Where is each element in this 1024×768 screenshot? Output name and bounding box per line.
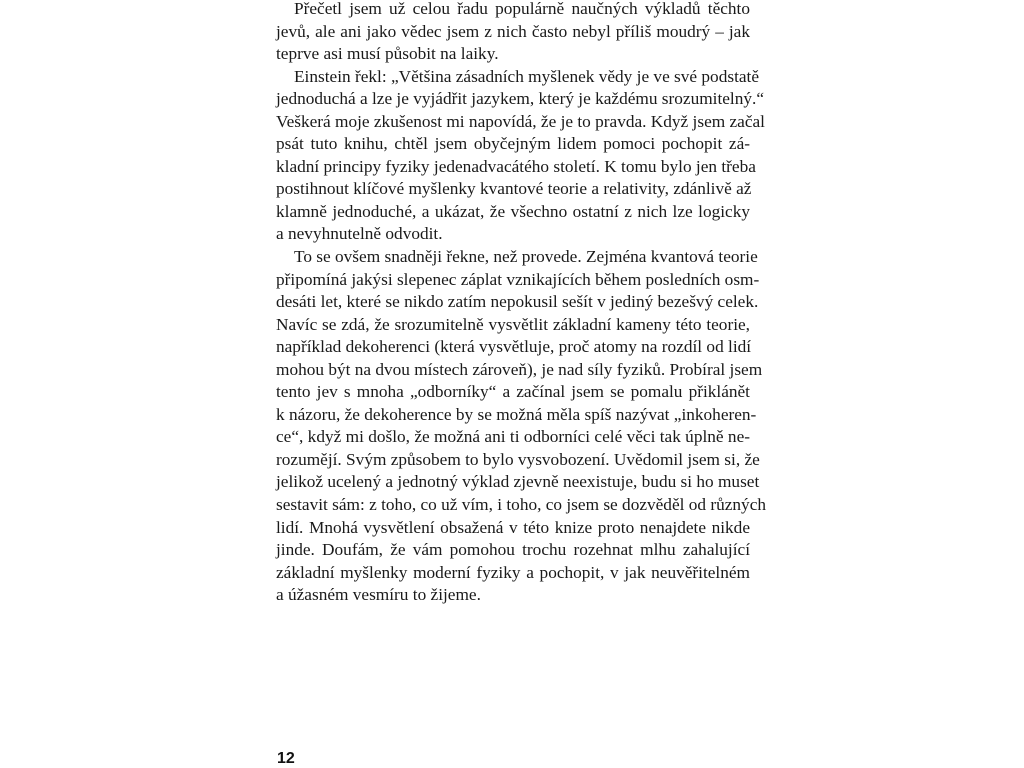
page-number: 12 (277, 750, 295, 767)
text-line: Einstein řekl: „Většina zásadních myšlenek vědy je ve své podstatě (294, 66, 760, 86)
text-line: připomíná jakýsi slepenec záplat vznikajících během posledních osm- (276, 269, 760, 289)
text-line: Navíc se zdá, že srozumitelně vysvětlit základní kameny této teorie, (276, 314, 750, 334)
text-line: kladní principy fyziky jedenadvacátého století. K tomu bylo jen třeba (276, 156, 756, 176)
text-line: a nevyhnutelně odvodit. (276, 224, 443, 244)
paragraph-3 (276, 246, 767, 607)
text-line: jednoduchá a lze je vyjádřit jazykem, který je každému srozumitelný.“ (276, 89, 765, 109)
text-line: jinde. Doufám, že vám pomohou trochu rozehnat mlhu zahalující (276, 540, 750, 560)
text-line: desáti let, které se nikdo zatím nepokusil sešít v jediný bezešvý celek. (276, 292, 759, 312)
text-line: Přečetl jsem už celou řadu populárně naučných výkladů těchto (294, 0, 750, 18)
text-line: To se ovšem snadněji řekne, než provede. Zejména kvantová teorie (294, 247, 758, 267)
text-line: psát tuto knihu, chtěl jsem obyčejným lidem pomoci pochopit zá- (276, 134, 750, 154)
text-line: sestavit sám: z toho, co už vím, i toho, co jsem se dozvěděl od různých (276, 495, 767, 515)
text-line: jevů, ale ani jako vědec jsem z nich často nebyl příliš moudrý – jak (276, 21, 750, 41)
text-line: tento jev s mnoha „odborníky“ a začínal jsem se pomalu přiklánět (276, 382, 750, 402)
text-line: teprve asi musí působit na laiky. (276, 44, 499, 64)
text-line: a úžasném vesmíru to žijeme. (276, 585, 481, 605)
text-line: Veškerá moje zkušenost mi napovídá, že je to pravda. Když jsem začal (276, 111, 765, 131)
text-line: jelikož ucelený a jednotný výklad zjevně neexistuje, budu si ho muset (276, 472, 760, 492)
text-line: například dekoherenci (která vysvětluje, proč atomy na rozdíl od lidí (276, 337, 752, 357)
text-line: lidí. Mnohá vysvětlení obsažená v této knize proto nenajdete nikde (276, 517, 750, 537)
text-line: rozumějí. Svým způsobem to bylo vysvobození. Uvědomil jsem si, že (276, 449, 760, 469)
text-line: postihnout klíčové myšlenky kvantové teorie a relativity, zdánlivě až (276, 179, 752, 199)
text-line: základní myšlenky moderní fyziky a pochopit, v jak neuvěřitelném (276, 562, 750, 582)
text-line: mohou být na dvou místech zároveň), je nad síly fyziků. Probíral jsem (276, 359, 763, 379)
text-line: klamně jednoduché, a ukázat, že všechno ostatní z nich lze logicky (276, 201, 750, 221)
paragraph-1 (276, 0, 750, 66)
text-line: k názoru, že dekoherence by se možná měla spíš nazývat „inkoheren- (276, 404, 757, 424)
text-line: ce“, když mi došlo, že možná ani ti odborníci celé věci tak úplně ne- (276, 427, 750, 447)
page-body (276, 0, 767, 607)
paragraph-2 (276, 66, 765, 246)
